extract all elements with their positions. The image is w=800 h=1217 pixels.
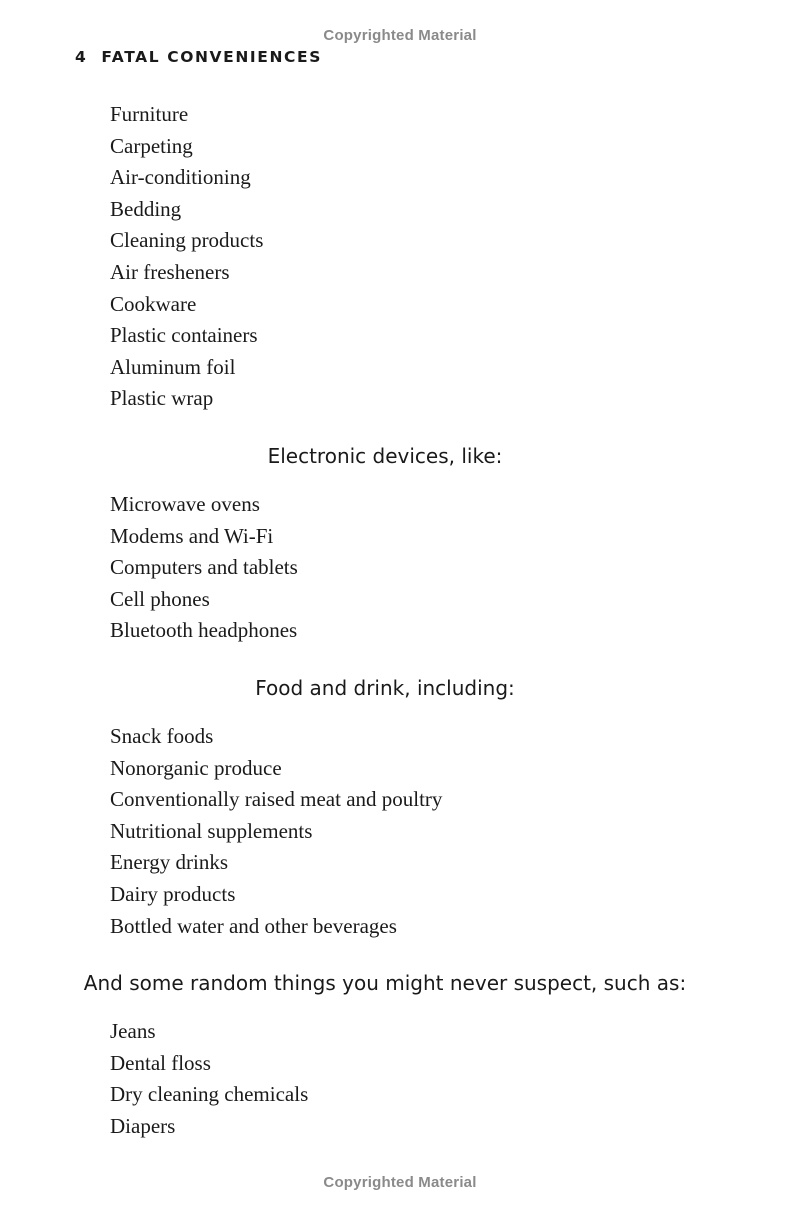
- list-item: Plastic wrap: [110, 386, 214, 411]
- list-item: Air fresheners: [110, 259, 230, 284]
- running-title: FATAL CONVENIENCES: [101, 48, 322, 66]
- list-item: Conventionally raised meat and poultry: [110, 787, 443, 812]
- running-head: [75, 48, 322, 66]
- list-item: Furniture: [110, 102, 189, 126]
- list-item: Energy drinks: [110, 850, 229, 875]
- list-item: Bottled water and other beverages: [110, 913, 397, 938]
- list-item: Diapers: [110, 1113, 176, 1138]
- list-item: Snack foods: [110, 724, 214, 748]
- list-item: Computers and tablets: [110, 555, 298, 580]
- list-item: Bedding: [110, 196, 182, 221]
- list-item: Nonorganic produce: [110, 755, 282, 780]
- food-and-drink-list: [110, 721, 442, 942]
- list-item: Cleaning products: [110, 228, 264, 253]
- random-things-list: [110, 1016, 308, 1142]
- section-heading-electronic-devices: Electronic devices, like:: [267, 444, 503, 468]
- copyright-watermark-top: Copyrighted Material: [323, 27, 477, 44]
- electronic-devices-list: [110, 489, 298, 647]
- list-item: Carpeting: [110, 133, 193, 158]
- section-heading-random-things: And some random things you might never suspect, such as:: [83, 971, 687, 995]
- list-item: Cookware: [110, 291, 197, 316]
- list-item: Dry cleaning chemicals: [110, 1082, 309, 1107]
- list-item: Bluetooth headphones: [110, 618, 298, 643]
- list-item: Nutritional supplements: [110, 818, 313, 843]
- list-item: Aluminum foil: [110, 354, 236, 379]
- copyright-watermark-bottom: Copyrighted Material: [323, 1174, 477, 1191]
- list-item: Dental floss: [110, 1050, 211, 1075]
- section-heading-food-and-drink: Food and drink, including:: [255, 676, 515, 700]
- list-item: Air-conditioning: [110, 165, 251, 190]
- list-item: Plastic containers: [110, 323, 258, 348]
- page-number: 4: [75, 48, 88, 66]
- list-item: Dairy products: [110, 881, 236, 906]
- list-item: Microwave ovens: [110, 492, 260, 516]
- household-items-list: [110, 99, 263, 415]
- list-item: Jeans: [110, 1019, 156, 1043]
- list-item: Modems and Wi-Fi: [110, 523, 274, 548]
- list-item: Cell phones: [110, 586, 210, 611]
